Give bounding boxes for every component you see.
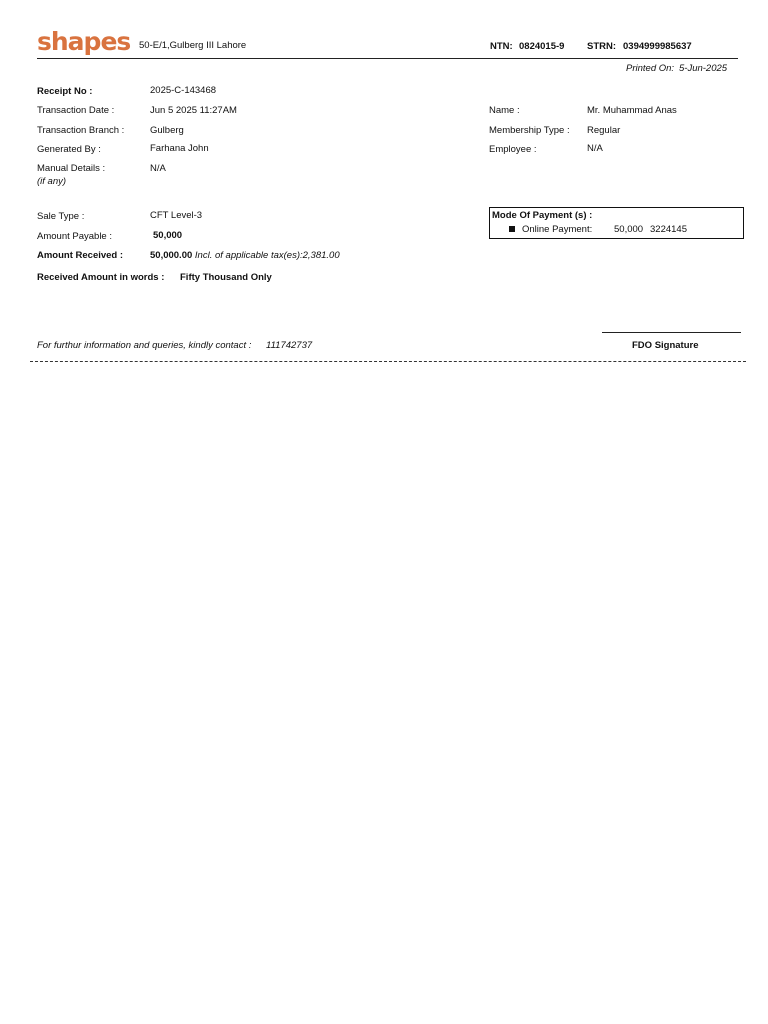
shapes-logo: shapes: [37, 27, 131, 56]
payment-method: Online Payment:: [522, 224, 593, 235]
employee-label: Employee :: [489, 144, 537, 155]
sale-type-value: CFT Level-3: [150, 210, 203, 221]
contact-text: For furthur information and queries, kindly contact :: [37, 340, 252, 351]
transaction-date-label: Transaction Date :: [37, 105, 115, 116]
signature-label: FDO Signature: [632, 340, 699, 351]
amount-in-words-value: Fifty Thousand Only: [180, 272, 272, 283]
amount-payable-label: Amount Payable :: [37, 231, 112, 242]
name-label: Name :: [489, 105, 520, 116]
name-value: Mr. Muhammad Anas: [587, 105, 677, 116]
amount-payable-value: 50,000: [153, 230, 183, 241]
generated-by-label: Generated By :: [37, 144, 101, 155]
strn-value: 0394999985637: [623, 41, 692, 52]
strn-label: STRN:: [587, 41, 617, 52]
payment-box-title: Mode Of Payment (s) :: [492, 210, 593, 221]
membership-type-label: Membership Type :: [489, 125, 570, 136]
bullet-icon: [509, 226, 515, 232]
amount-received-label: Amount Received :: [37, 250, 124, 261]
ntn-label: NTN:: [490, 41, 513, 52]
cut-line: [30, 361, 746, 362]
receipt-no-label: Receipt No :: [37, 86, 93, 97]
membership-type-value: Regular: [587, 125, 621, 136]
payment-reference: 3224145: [650, 224, 687, 235]
transaction-date-value: Jun 5 2025 11:27AM: [150, 105, 237, 116]
manual-details-value: N/A: [150, 163, 166, 174]
payment-amount: 50,000: [614, 224, 644, 235]
header-divider: [37, 58, 738, 59]
amount-in-words-label: Received Amount in words :: [37, 272, 165, 283]
transaction-branch-value: Gulberg: [150, 125, 184, 136]
printed-on-value: 5-Jun-2025: [679, 63, 728, 74]
employee-value: N/A: [587, 143, 603, 154]
generated-by-value: Farhana John: [150, 143, 209, 154]
sale-type-label: Sale Type :: [37, 211, 85, 222]
manual-details-sublabel: (if any): [37, 176, 67, 187]
amount-received-group: [150, 250, 340, 261]
transaction-branch-label: Transaction Branch :: [37, 125, 125, 136]
tax-note: Incl. of applicable tax(es):2,381.00: [194, 250, 340, 261]
signature-line: [602, 332, 741, 333]
contact-number: 111742737: [266, 340, 313, 351]
receipt-no-value: 2025-C-143468: [150, 85, 217, 96]
printed-on-label: Printed On:: [626, 63, 675, 74]
address: 50-E/1,Gulberg III Lahore: [139, 40, 247, 51]
amount-received-value: 50,000.00: [150, 250, 193, 261]
ntn-value: 0824015-9: [519, 41, 565, 52]
manual-details-label: Manual Details :: [37, 163, 106, 174]
